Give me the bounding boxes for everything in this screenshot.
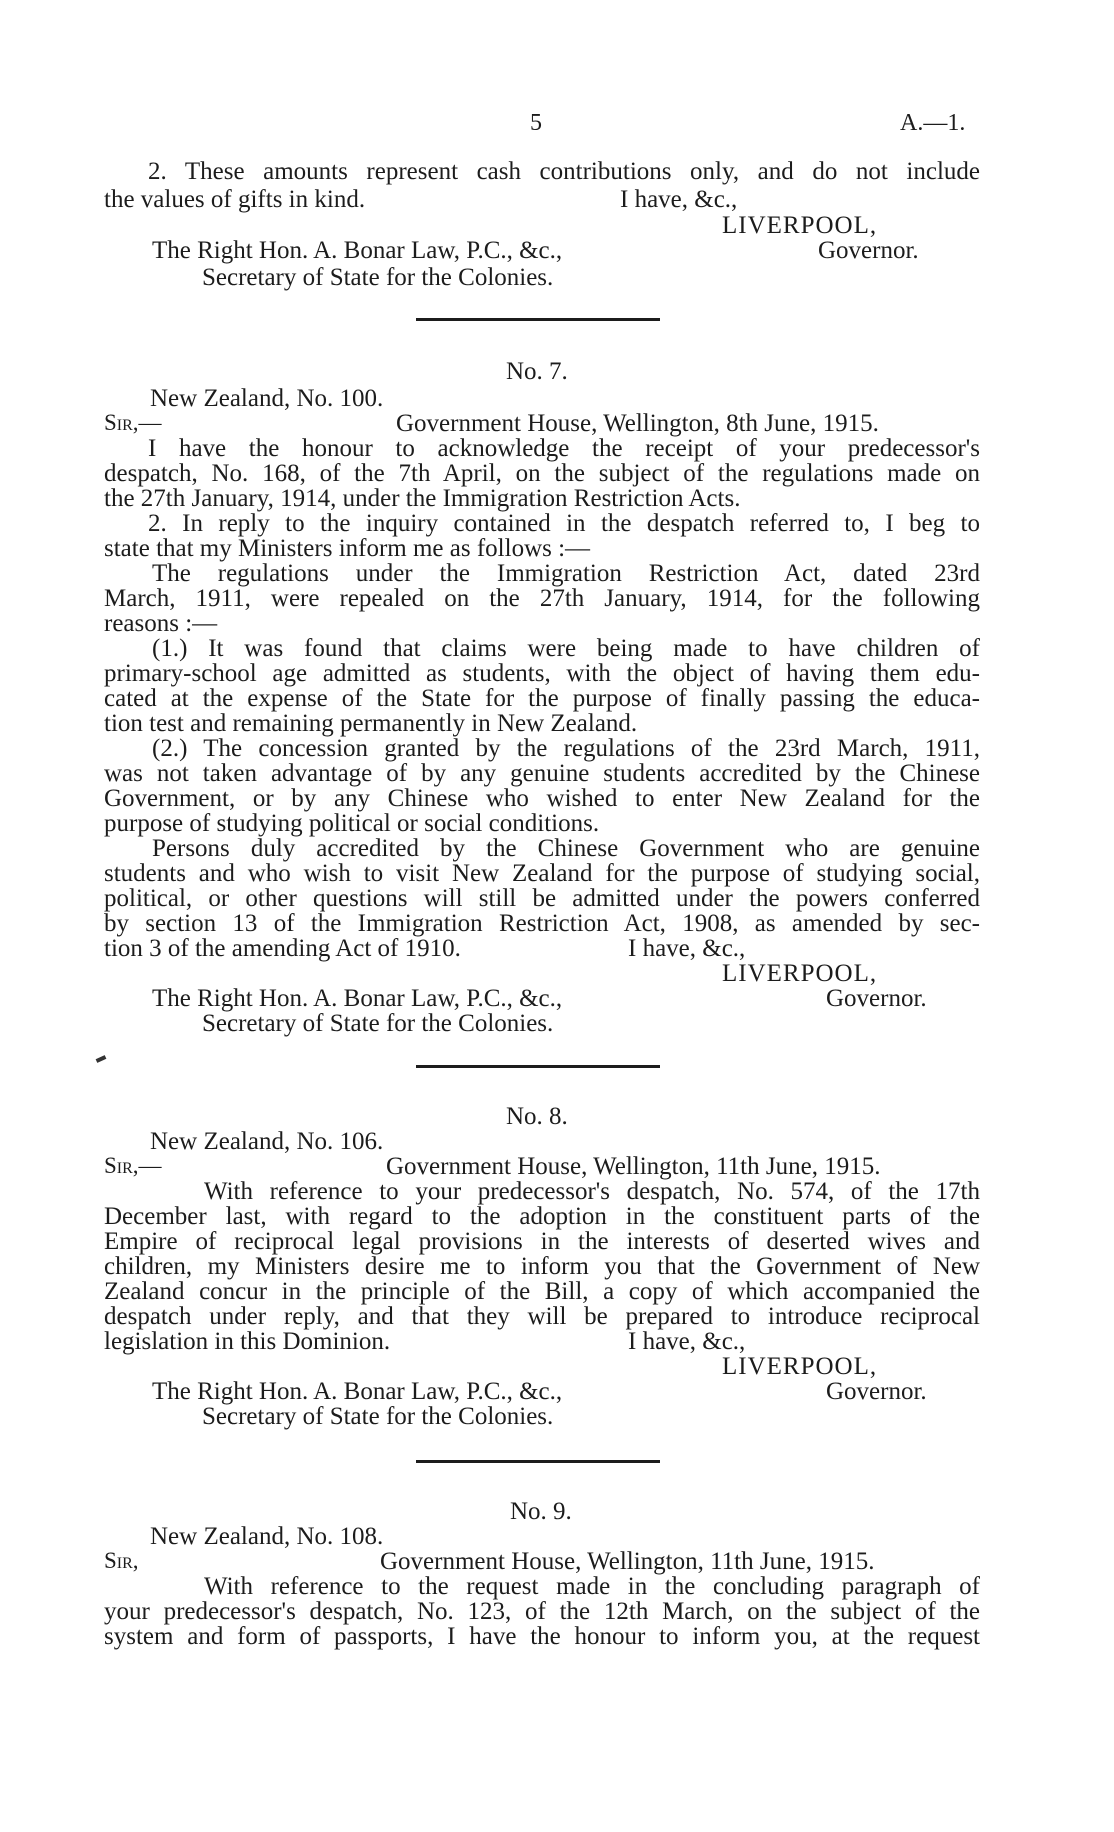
salutation: Sir, bbox=[104, 1548, 139, 1573]
body-line: 2. These amounts represent cash contributions only, and do not include bbox=[148, 158, 980, 185]
signature-title: Governor. bbox=[818, 237, 919, 264]
body-line: legislation in this Dominion. bbox=[104, 1328, 391, 1355]
addressee-line: The Right Hon. A. Bonar Law, P.C., &c., bbox=[152, 1378, 563, 1405]
body-line: state that my Ministers inform me as follows :— bbox=[104, 535, 591, 562]
body-line: cated at the expense of the State for the purpose of finally passing the educa- bbox=[104, 685, 980, 712]
addressee-line: The Right Hon. A. Bonar Law, P.C., &c., bbox=[152, 237, 563, 264]
signature: LIVERPOOL, bbox=[722, 960, 878, 987]
body-line: With reference to your predecessor's despatch, No. 574, of the 17th bbox=[204, 1178, 980, 1205]
body-line: was not taken advantage of by any genuine students accredited by the Chinese bbox=[104, 760, 980, 787]
body-line: Zealand concur in the principle of the Bill, a copy of which accompanied the bbox=[104, 1278, 980, 1305]
body-line: I have the honour to acknowledge the receipt of your predecessor's bbox=[148, 435, 980, 462]
body-line: students and who wish to visit New Zealand for the purpose of studying social, bbox=[104, 860, 980, 887]
body-line: primary-school age admitted as students, with the object of having them edu- bbox=[104, 660, 980, 687]
salutation: Sir,— bbox=[104, 1153, 162, 1178]
closing: I have, &c., bbox=[628, 935, 746, 962]
body-line: Empire of reciprocal legal provisions in the interests of deserted wives and bbox=[104, 1228, 980, 1255]
salutation: Sir,— bbox=[104, 410, 162, 435]
page-number: 5 bbox=[530, 110, 542, 136]
stray-mark bbox=[96, 1055, 107, 1063]
body-line: the 27th January, 1914, under the Immigration Restriction Acts. bbox=[104, 485, 741, 512]
body-line: With reference to the request made in the concluding paragraph of bbox=[204, 1573, 980, 1600]
despatch-reference: New Zealand, No. 100. bbox=[150, 385, 384, 412]
body-line: tion test and remaining permanently in New Zealand. bbox=[104, 710, 638, 737]
closing: I have, &c., bbox=[620, 186, 738, 213]
dateline: Government House, Wellington, 8th June, 1915. bbox=[396, 410, 879, 437]
body-line: Government, or by any Chinese who wished to enter New Zealand for the bbox=[104, 785, 980, 812]
despatch-reference: New Zealand, No. 106. bbox=[150, 1128, 384, 1155]
document-reference: A.—1. bbox=[900, 110, 966, 136]
body-line: (2.) The concession granted by the regulations of the 23rd March, 1911, bbox=[152, 735, 980, 762]
body-line: the values of gifts in kind. bbox=[104, 186, 366, 213]
body-line: despatch under reply, and that they will be prepared to introduce reciprocal bbox=[104, 1303, 980, 1330]
letter-number: No. 9. bbox=[510, 1498, 572, 1525]
body-line: Persons duly accredited by the Chinese Government who are genuine bbox=[152, 835, 980, 862]
body-line: by section 13 of the Immigration Restriction Act, 1908, as amended by sec- bbox=[104, 910, 980, 937]
addressee-line: Secretary of State for the Colonies. bbox=[202, 1010, 554, 1037]
addressee-line: Secretary of State for the Colonies. bbox=[202, 264, 554, 291]
body-line: tion 3 of the amending Act of 1910. bbox=[104, 935, 461, 962]
signature: LIVERPOOL, bbox=[722, 1353, 878, 1380]
body-line: your predecessor's despatch, No. 123, of the 12th March, on the subject of the bbox=[104, 1598, 980, 1625]
body-line: March, 1911, were repealed on the 27th January, 1914, for the following bbox=[104, 585, 980, 612]
signature-title: Governor. bbox=[826, 985, 927, 1012]
addressee-line: The Right Hon. A. Bonar Law, P.C., &c., bbox=[152, 985, 563, 1012]
section-divider bbox=[416, 1065, 660, 1068]
body-line: December last, with regard to the adoption in the constituent parts of the bbox=[104, 1203, 980, 1230]
body-line: The regulations under the Immigration Restriction Act, dated 23rd bbox=[152, 560, 980, 587]
body-line: purpose of studying political or social conditions. bbox=[104, 810, 600, 837]
letter-number: No. 7. bbox=[506, 358, 568, 385]
body-line: (1.) It was found that claims were being made to have children of bbox=[152, 635, 980, 662]
body-line: political, or other questions will still be admitted under the powers conferred bbox=[104, 885, 980, 912]
dateline: Government House, Wellington, 11th June, 1915. bbox=[380, 1548, 875, 1575]
signature: LIVERPOOL, bbox=[722, 212, 878, 239]
signature-title: Governor. bbox=[826, 1378, 927, 1405]
despatch-reference: New Zealand, No. 108. bbox=[150, 1523, 384, 1550]
section-divider bbox=[416, 318, 660, 321]
body-line: children, my Ministers desire me to inform you that the Government of New bbox=[104, 1253, 980, 1280]
letter-number: No. 8. bbox=[506, 1103, 568, 1130]
section-divider bbox=[416, 1460, 660, 1463]
addressee-line: Secretary of State for the Colonies. bbox=[202, 1403, 554, 1430]
dateline: Government House, Wellington, 11th June, 1915. bbox=[386, 1153, 881, 1180]
closing: I have, &c., bbox=[628, 1328, 746, 1355]
body-line: 2. In reply to the inquiry contained in the despatch referred to, I beg to bbox=[148, 510, 980, 537]
body-line: despatch, No. 168, of the 7th April, on the subject of the regulations made on bbox=[104, 460, 980, 487]
body-line: system and form of passports, I have the honour to inform you, at the request bbox=[104, 1623, 980, 1650]
body-line: reasons :— bbox=[104, 610, 218, 637]
